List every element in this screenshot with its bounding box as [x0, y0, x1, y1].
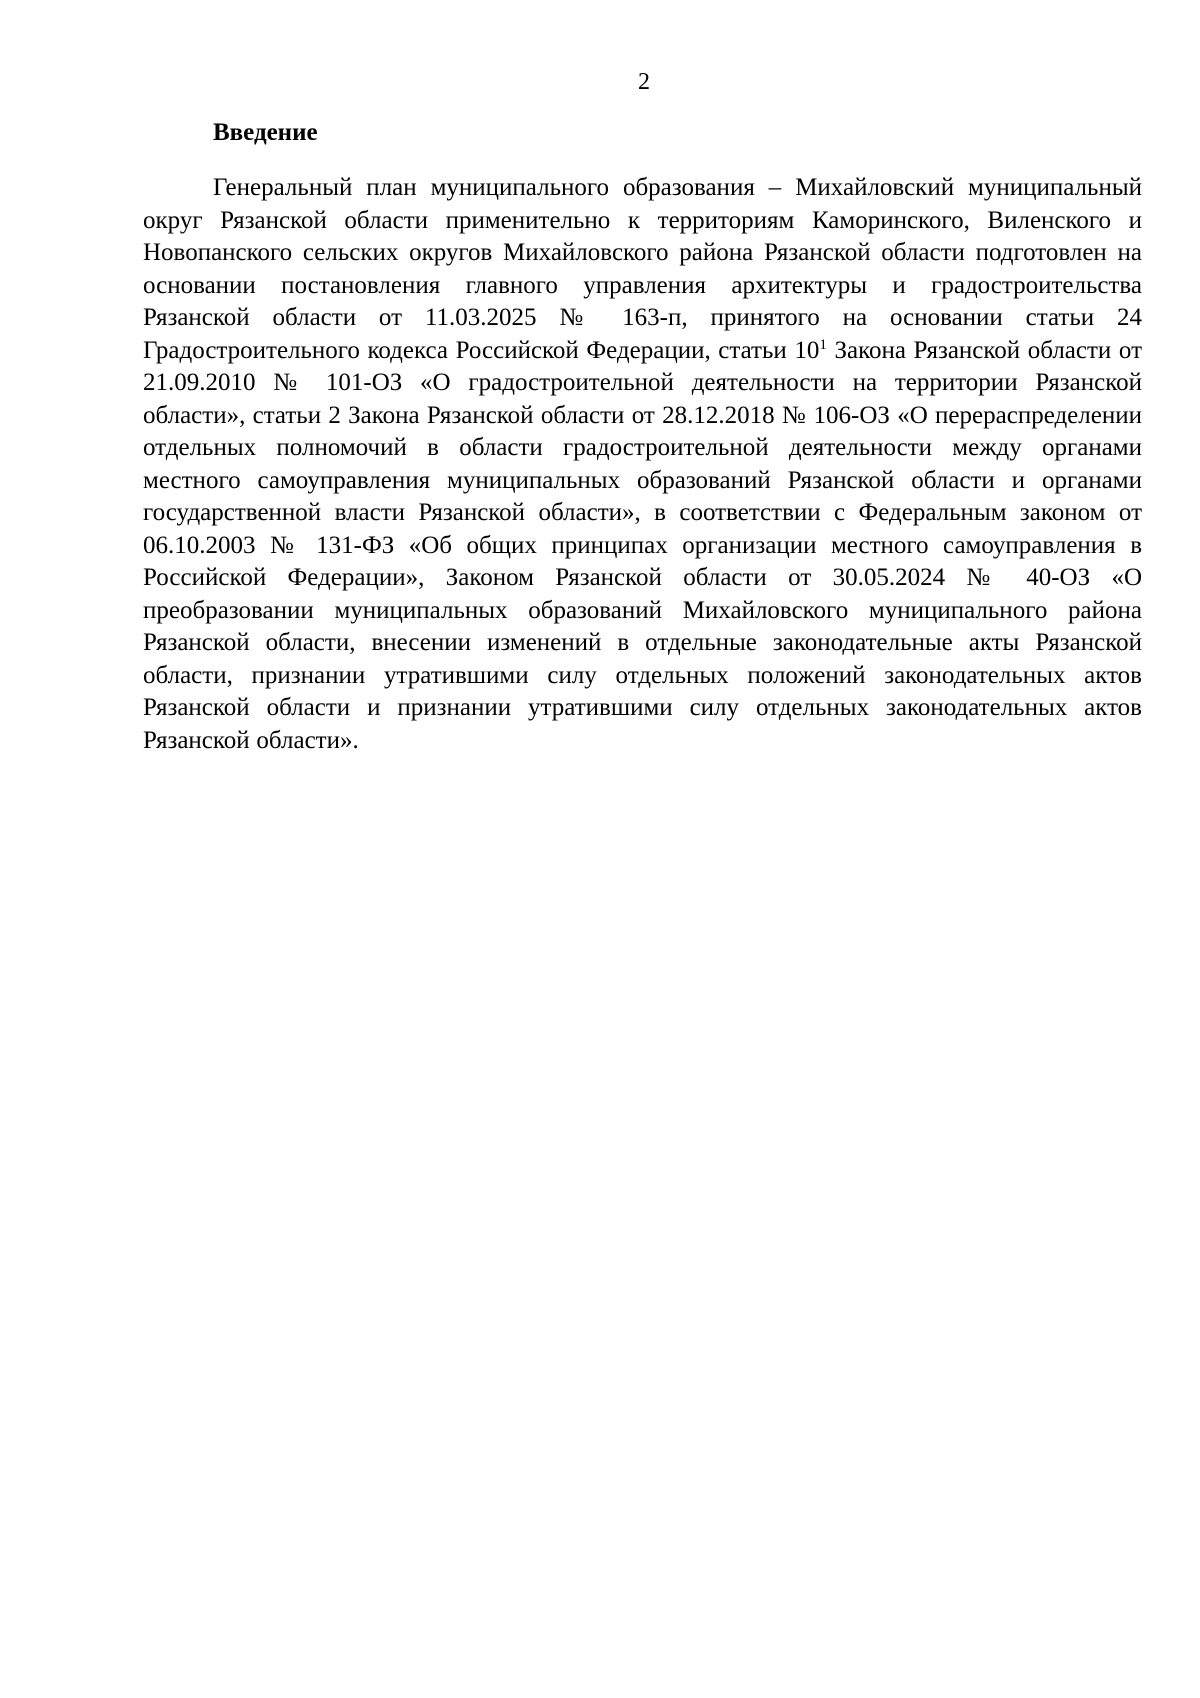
page-number: 2	[638, 69, 650, 95]
article-superscript: 1	[819, 336, 827, 353]
paragraph-text-part-1: Генеральный план муниципального образования – Михайловский муниципальный округ Рязанской области применительно к территориям Каморинского, Виленского и Новопанского сельских округов Михайловского района Рязанской области подготовлен на основании постановления главного управления архитектуры и градостроительства Рязанской области от 11.03.2025 № 163-п, принятого на основании статьи 24 Градостроительного кодекса Российской Федерации, статьи 10	[143, 174, 1142, 364]
introduction-paragraph	[143, 172, 1142, 757]
section-heading: Введение	[213, 119, 318, 146]
paragraph-text-part-2: Закона Рязанской области от 21.09.2010 № 101-ОЗ «О градостроительной деятельности на территории Рязанской области», статьи 2 Закона Рязанской области от 28.12.2018 № 106-ОЗ «О перераспределении отдельных полномочий в области градостроительной деятельности между органами местного самоуправления муниципальных образований Рязанской области и органами государственной власти Рязанской области», в соответствии с Федеральным законом от 06.10.2003 № 131-ФЗ «Об общих принципах организации местного самоуправления в Российской Федерации», Законом Рязанской области от 30.05.2024 № 40-ОЗ «О преобразовании муниципальных образований Михайловского муниципального района Рязанской области, внесении изменений в отдельные законодательные акты Рязанской области, признании утратившими силу отдельных положений законодательных актов Рязанской области и признании утратившими силу отдельных законодательных актов Рязанской области».	[143, 336, 1142, 754]
